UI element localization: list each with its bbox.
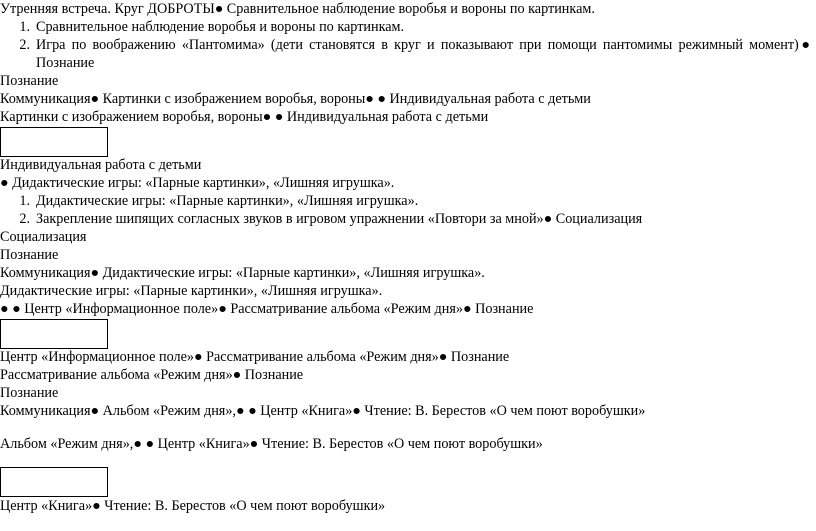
empty-box bbox=[0, 467, 108, 497]
item-text: Дидактические игры: «Парные картинки», «Лишняя игрушка». bbox=[36, 193, 419, 209]
text-line: ● ● Центр «Информационное поле»● Рассматривание альбома «Режим дня»● Познание bbox=[0, 301, 534, 317]
numbered-item bbox=[14, 18, 404, 36]
text-line: ● Дидактические игры: «Парные картинки», «Лишняя игрушка». bbox=[0, 175, 395, 191]
empty-box bbox=[0, 127, 108, 157]
empty-box bbox=[0, 319, 108, 349]
text-line: Познание bbox=[0, 385, 59, 401]
text-line: Познание bbox=[0, 73, 59, 89]
numbered-item-text: Игра по воображению «Пантомима» (дети становятся в круг и показывают при помощи пантомимы режимный момент)● Познание bbox=[36, 37, 810, 71]
text-line: Альбом «Режим дня»,● ● Центр «Книга»● Чтение: В. Берестов «О чем поют воробушки» bbox=[0, 436, 543, 452]
numbered-item bbox=[14, 210, 642, 228]
item-number: 2. bbox=[19, 211, 30, 227]
numbered-item-number bbox=[14, 36, 36, 54]
text-line: Картинки с изображением воробья, вороны● ● Индивидуальная работа с детьми bbox=[0, 109, 489, 125]
item-number: 1. bbox=[19, 19, 30, 35]
item-number: 1. bbox=[19, 193, 30, 209]
item-text: Закрепление шипящих согласных звуков в игровом упражнении «Повтори за мной»● Социализация bbox=[36, 211, 643, 227]
text-line: Центр «Книга»● Чтение: В. Берестов «О чем поют воробушки» bbox=[0, 498, 386, 514]
text-line: Коммуникация● Картинки с изображением воробья, вороны● ● Индивидуальная работа с детьми bbox=[0, 91, 591, 107]
text-line: Центр «Информационное поле»● Рассматривание альбома «Режим дня»● Познание bbox=[0, 349, 510, 365]
text-line: Дидактические игры: «Парные картинки», «Лишняя игрушка». bbox=[0, 283, 383, 299]
text-line: Коммуникация● Альбом «Режим дня»,● ● Центр «Книга»● Чтение: В. Берестов «О чем поют воробушки» bbox=[0, 403, 646, 419]
text-line: Рассматривание альбома «Режим дня»● Познание bbox=[0, 367, 304, 383]
item-number: 2. bbox=[19, 37, 30, 53]
text-line: Социализация bbox=[0, 229, 87, 245]
text-line: Познание bbox=[0, 247, 59, 263]
item-text: Сравнительное наблюдение воробья и вороны по картинкам. bbox=[36, 19, 405, 35]
numbered-item bbox=[14, 192, 418, 210]
text-line: Индивидуальная работа с детьми bbox=[0, 157, 202, 173]
text-line: Утренняя встреча. Круг ДОБРОТЫ● Сравнительное наблюдение воробья и вороны по картинкам. bbox=[0, 1, 595, 17]
text-line: Коммуникация● Дидактические игры: «Парные картинки», «Лишняя игрушка». bbox=[0, 265, 485, 281]
